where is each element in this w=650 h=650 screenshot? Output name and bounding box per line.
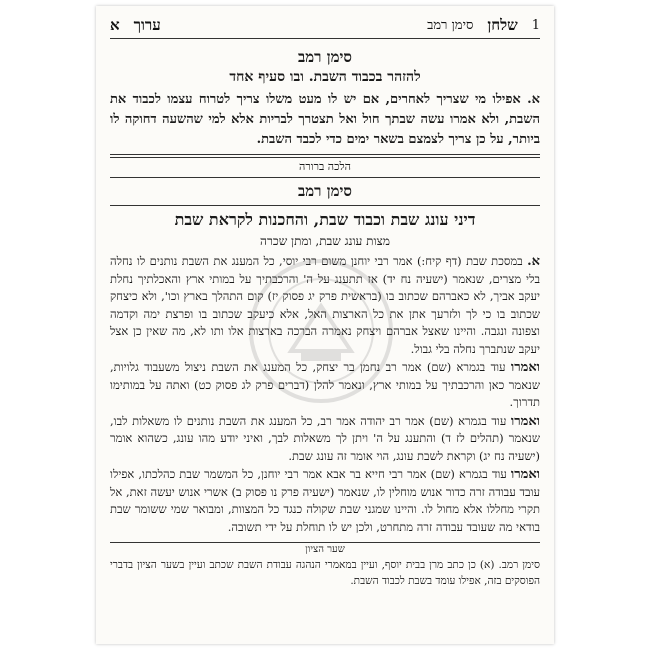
paragraph-text: עוד בגמרא (שם) אמר רב נחמן בר יצחק, כל המענג את השבת ניצול משעבוד גלויות, שנאמר כאן והרכבתיך על במותי ארץ, ונאמר להלן (דברים פרק לג פסוק כט) ואתה על במותימו תדרוך.: [110, 360, 540, 409]
commentary-paragraph: [110, 413, 540, 466]
page-content: [110, 46, 540, 640]
siman-subtitle: להזהר בכבוד השבת. ובו סעיף אחד: [229, 69, 421, 85]
paragraph-lead: ואמרו: [510, 413, 541, 429]
commentary-paragraph: [110, 466, 540, 536]
siman-title-secondary: סימן רמב: [298, 182, 352, 200]
paragraph-text: במסכת שבת (דף קיח:) אמר רבי יוחנן משום רבי יוסי, כל המענג את השבת נותנים לו נחלה בלי מצרים, שנאמר (ישעיה נח יד) אז תתענג על ה' והרכבתיך על במותי ארץ והאכלתיך נחלת יעקב אביך, לא כאברהם שכתוב בו (בראשית פרק יג פסוק יז) קום התהלך בארץ וכו', ולא כיצחק שכתוב בו כי לך ולזרעך אתן את כל הארצות האל, אלא כיעקב שכתוב בו ופרצת ימה וקדמה וצפונה ונגבה. והיינו שאצל אברהם ויצחק נאמרה הברכה בארצות אלו ותו לא, מה שאין כן אצל יעקב שנתברך נחלה בלי גבול.: [110, 254, 540, 356]
book-page: [96, 6, 554, 644]
halacha-berura-label: הלכה ברורה: [299, 160, 351, 173]
paragraph-text: עוד בגמרא (שם) אמר רב יהודה אמר רב, כל המענג את השבת נותנים לו משאלות לבו, שנאמר (תהלים לז ד) והתענג על ה' ויתן לך משאלות לבך, ואיני יודע מהו עונג, כשהוא אומר (ישעיה נח יג) וקראת לשבת עונג, הוי אומר זה עונג שבת.: [110, 413, 540, 463]
commentary-paragraph: [110, 359, 540, 412]
paragraph-lead: א.: [527, 254, 541, 269]
main-law-paragraph: א. אפילו מי שצריך לאחרים, אם יש לו מעט משלו צריך לטרוח עצמו לכבוד את השבת, ולא אמרו עשה שבתך חול ואל תצטרך לבריות אלא למי שהשעה דחוקה לו ביותר, על כן צריך לצמצם בשאר ימים כדי לכבד השבת.: [110, 92, 540, 147]
divider-line: [110, 205, 540, 206]
header-book-title-right: שלחן: [487, 15, 518, 34]
header-siman-label: סימן רמב: [427, 18, 474, 33]
commentary-paragraph: [110, 253, 540, 358]
footnote-section-label: שער הציון: [110, 542, 540, 555]
section-divider: [110, 154, 540, 158]
siman-title: סימן רמב: [298, 48, 352, 66]
divider-line: [110, 177, 540, 178]
page-number: 1: [531, 17, 540, 33]
header-book-title-left: ערוך: [133, 15, 161, 34]
running-header: [110, 12, 540, 39]
paragraph-text: עוד בגמרא (שם) אמר רבי חייא בר אבא אמר רבי יוחנן, כל המשמר שבת כהלכתו, אפילו עובד עבודה זרה כדור אנוש מוחלין לו, שנאמר (ישעיה פרק נו פסוק ב) אשרי אנוש יעשה זאת, אל תקרי מחללו אלא מחול לו. והיינו שמגני שבת שקולה כנגד כל המצוות, ומבואר שמי ששומר שבת בודאי מה שעובד עבודה זרה מתחרט, ולכן יש לו תוחלת על ידי תשובה.: [110, 467, 540, 534]
chapter-title: דיני עונג שבת וכבוד שבת, והחכנות לקראת שבת: [174, 210, 476, 229]
paragraph-lead: ואמרו: [510, 467, 541, 482]
header-section-letter: א: [110, 15, 120, 34]
paragraph-lead: ואמרו: [510, 360, 541, 375]
section-heading: מצות עונג שבת, ומתן שכרה: [260, 234, 390, 248]
footnote-text: סימן רמב. (א) כן כתב מרן בבית יוסף, ועיין במאמרי הנהגה עבודת השבת שכתב ועיין בשער הציון בדברי הפוסקים בזה, אפילו עומד בשבת לכבוד השבת.: [110, 559, 540, 587]
